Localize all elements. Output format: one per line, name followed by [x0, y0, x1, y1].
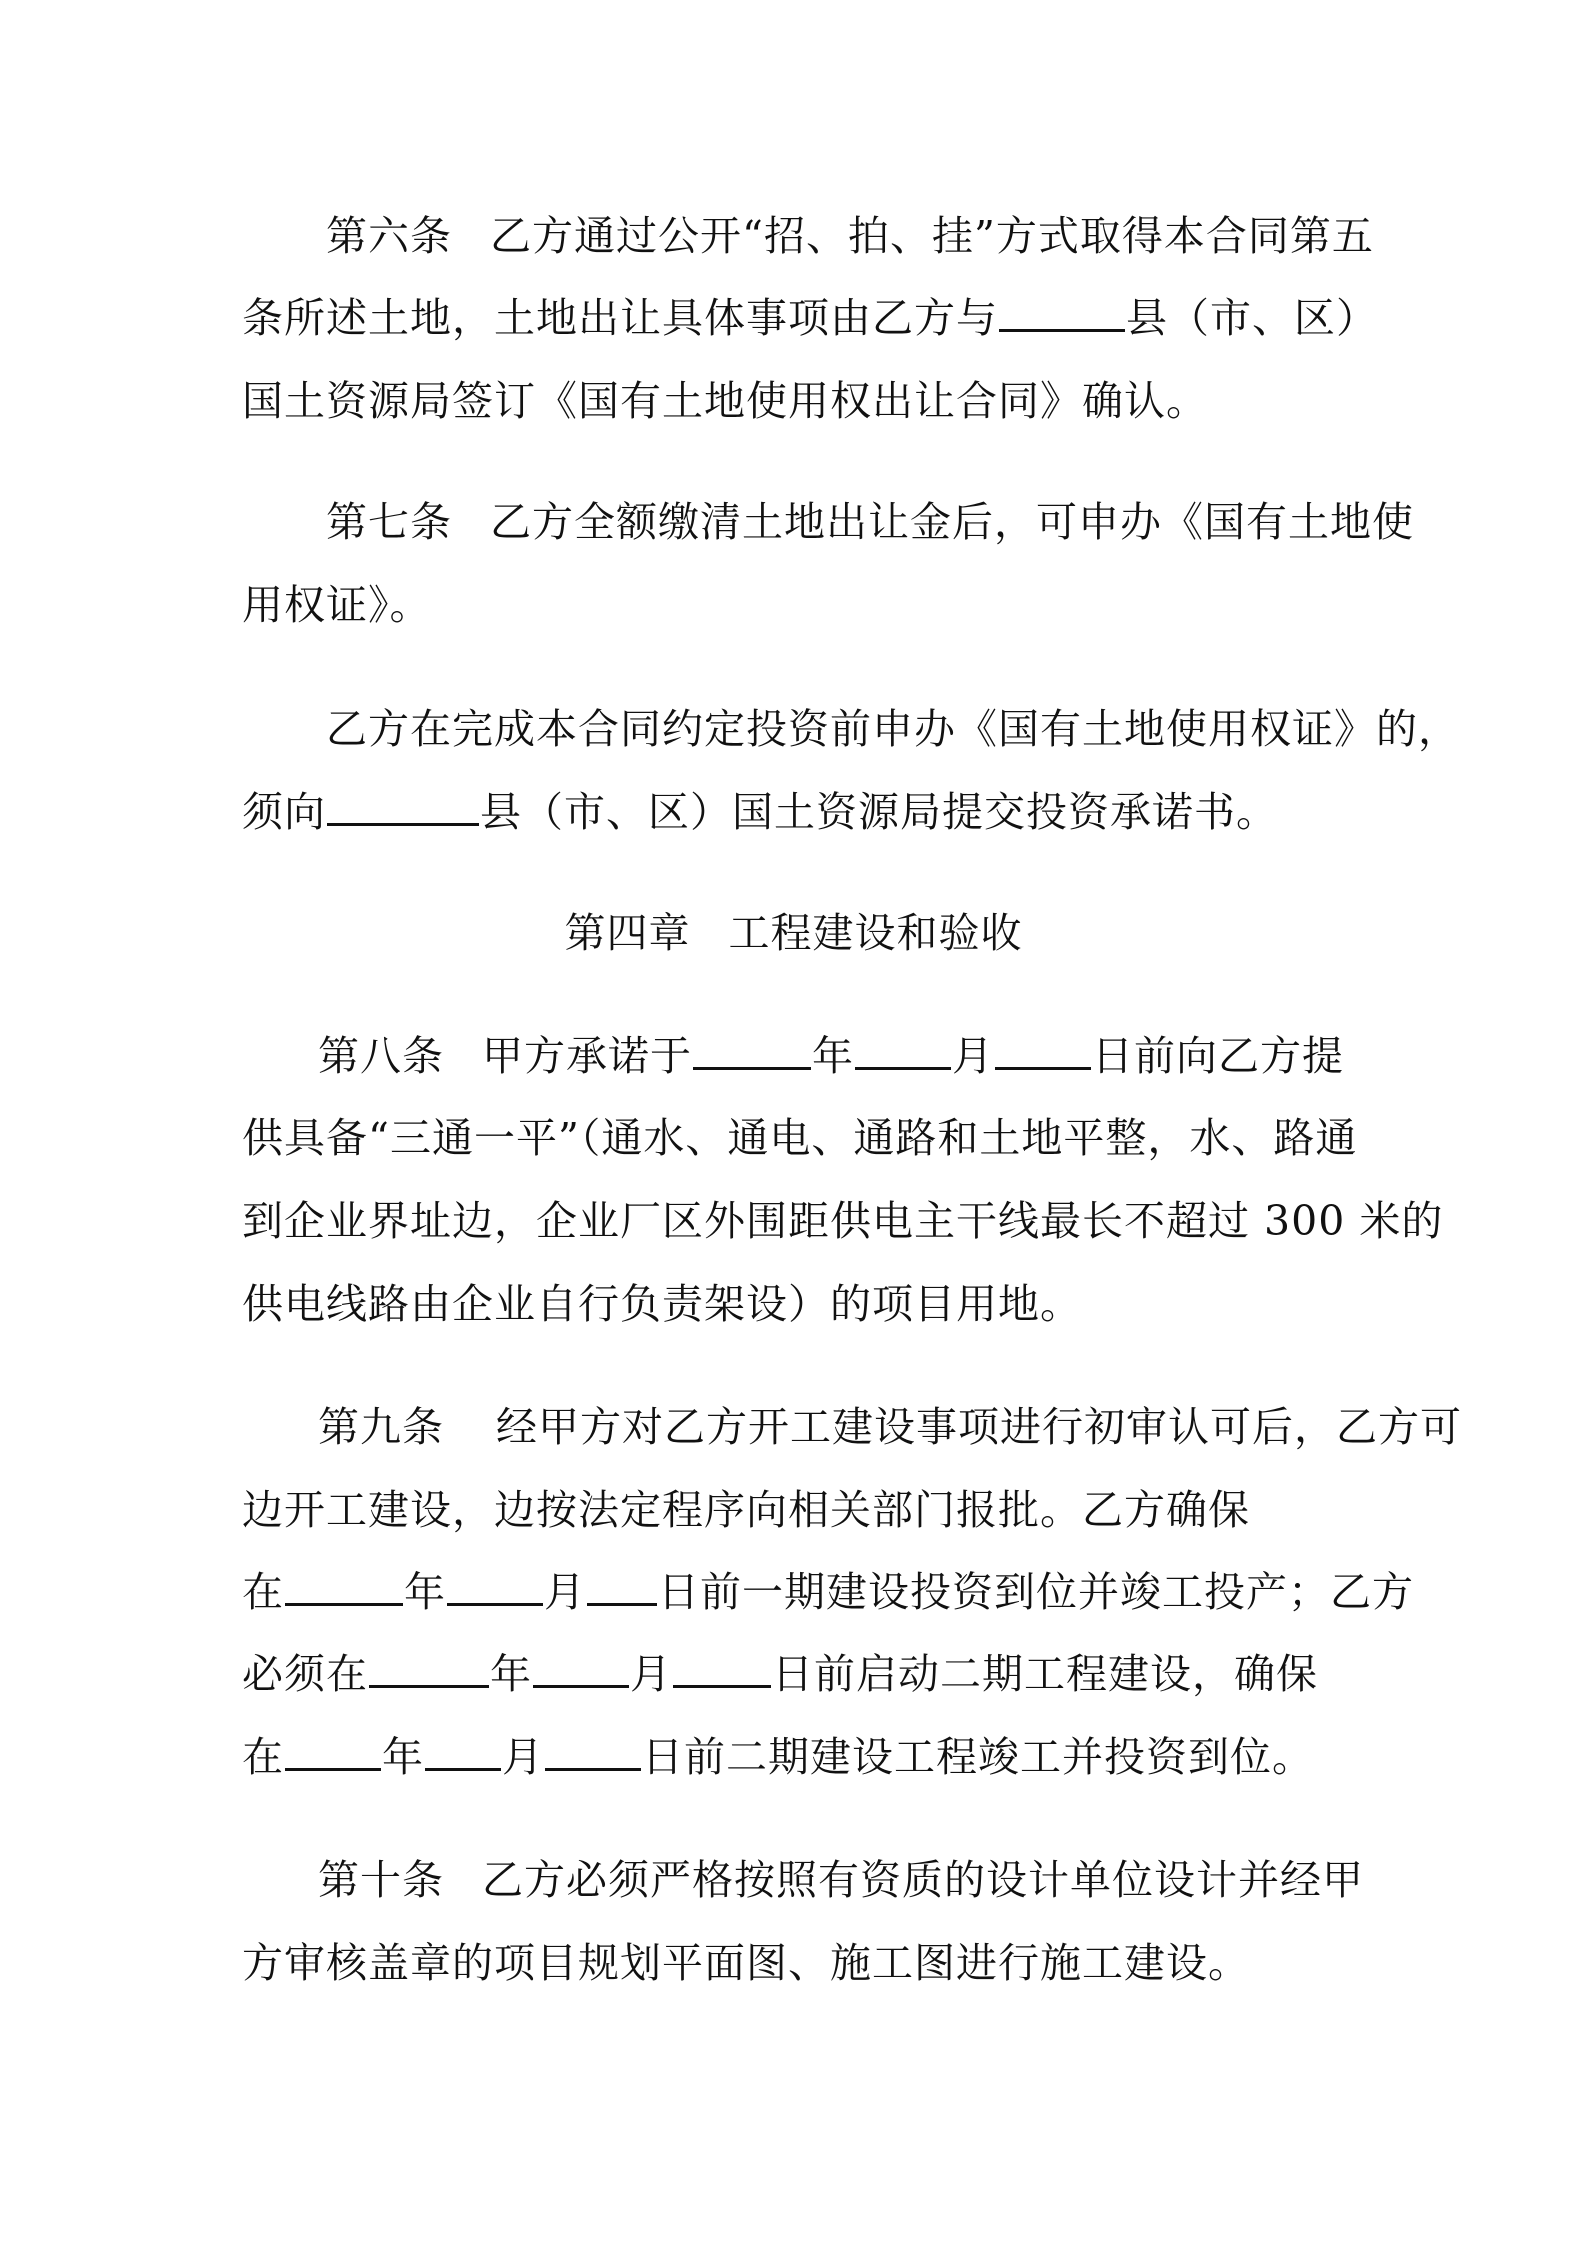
article-8-line-2 — [242, 1112, 1357, 1164]
month-blank[interactable] — [533, 1651, 629, 1688]
county-blank[interactable] — [327, 789, 479, 826]
article-7-para-2-text-2b: 县（市、区）国土资源局提交投资承诺书。 — [480, 788, 1278, 836]
article-7-line-1 — [326, 496, 1414, 548]
article-6-line-1 — [326, 210, 1374, 262]
article-8-text-1d: 日前向乙方提 — [1092, 1032, 1344, 1080]
article-9-text-5b: 年 — [382, 1733, 424, 1781]
year-blank[interactable] — [285, 1734, 381, 1771]
article-9-text-1: 经甲方对乙方开工建设事项进行初审认可后，乙方可 — [496, 1403, 1462, 1451]
article-9-text-5c: 月 — [502, 1733, 544, 1781]
article-10-text-2: 方审核盖章的项目规划平面图、施工图进行施工建设。 — [242, 1939, 1250, 1987]
article-6-text-1: 乙方通过公开“招、拍、挂”方式取得本合同第五 — [490, 212, 1374, 260]
day-blank[interactable] — [995, 1033, 1091, 1070]
chapter-4-name: 工程建设和验收 — [728, 909, 1023, 957]
article-9-text-4b: 年 — [490, 1650, 532, 1698]
article-7-text-2: 用权证》。 — [242, 581, 432, 629]
month-blank[interactable] — [425, 1734, 501, 1771]
article-9-text-5d: 日前二期建设工程竣工并投资到位。 — [642, 1733, 1314, 1781]
article-9-line-3 — [242, 1566, 1414, 1618]
article-8-line-1 — [318, 1030, 1344, 1082]
article-7-title: 第七条 — [326, 498, 452, 546]
article-9-text-3d: 日前一期建设投资到位并竣工投产；乙方 — [658, 1568, 1414, 1616]
article-7-para-2-text-2a: 须向 — [242, 788, 326, 836]
article-7-para-2-text-1: 乙方在完成本合同约定投资前申办《国有土地使用权证》的， — [326, 705, 1460, 753]
chapter-4-title: 第四章 — [564, 909, 691, 957]
article-9-text-4c: 月 — [630, 1650, 672, 1698]
county-blank[interactable] — [999, 295, 1125, 332]
year-blank[interactable] — [285, 1569, 403, 1606]
article-9-text-3c: 月 — [544, 1568, 586, 1616]
article-9-line-1 — [318, 1401, 1462, 1453]
day-blank[interactable] — [545, 1734, 641, 1771]
article-7-para-2-line-2 — [242, 786, 1278, 838]
article-6-line-2 — [242, 292, 1378, 344]
article-9-title: 第九条 — [318, 1403, 444, 1451]
article-6-line-3 — [242, 375, 1208, 427]
article-6-text-2b: 县（市、区） — [1126, 294, 1378, 342]
article-9-text-5a: 在 — [242, 1733, 284, 1781]
article-10-line-2 — [242, 1937, 1250, 1989]
month-blank[interactable] — [447, 1569, 543, 1606]
article-8-text-2: 供具备“三通一平”（通水、通电、通路和土地平整，水、路通 — [242, 1114, 1358, 1162]
article-9-text-2: 边开工建设，边按法定程序向相关部门报批。乙方确保 — [242, 1486, 1250, 1534]
article-7-text-1: 乙方全额缴清土地出让金后，可申办《国有土地使 — [490, 498, 1414, 546]
article-9-text-3a: 在 — [242, 1568, 284, 1616]
article-9-text-4d: 日前启动二期工程建设，确保 — [772, 1650, 1318, 1698]
article-9-line-4 — [242, 1648, 1318, 1700]
article-8-title: 第八条 — [318, 1032, 444, 1080]
article-6-text-3: 国土资源局签订《国有土地使用权出让合同》确认。 — [242, 377, 1208, 425]
article-9-line-2 — [242, 1484, 1250, 1536]
year-blank[interactable] — [369, 1651, 489, 1688]
article-8-line-3 — [242, 1195, 1443, 1247]
article-6-text-2a: 条所述土地，土地出让具体事项由乙方与 — [242, 294, 998, 342]
article-9-text-4a: 必须在 — [242, 1650, 368, 1698]
article-8-text-3: 到企业界址边，企业厂区外围距供电主干线最长不超过 300 米的 — [242, 1197, 1444, 1245]
article-8-text-4: 供电线路由企业自行负责架设）的项目用地。 — [242, 1280, 1082, 1328]
article-10-line-1 — [318, 1854, 1364, 1906]
article-9-line-5 — [242, 1731, 1314, 1783]
article-8-text-1a: 甲方承诺于 — [482, 1032, 692, 1080]
article-7-line-2 — [242, 579, 432, 631]
day-blank[interactable] — [587, 1569, 657, 1606]
article-9-text-3b: 年 — [404, 1568, 446, 1616]
year-blank[interactable] — [693, 1033, 811, 1070]
chapter-4-heading — [0, 907, 1587, 959]
article-10-text-1: 乙方必须严格按照有资质的设计单位设计并经甲 — [482, 1856, 1364, 1904]
article-8-text-1c: 月 — [952, 1032, 994, 1080]
article-8-text-1b: 年 — [812, 1032, 854, 1080]
article-6-title: 第六条 — [326, 212, 452, 260]
article-10-title: 第十条 — [318, 1856, 444, 1904]
article-8-line-4 — [242, 1278, 1082, 1330]
article-7-para-2-line-1 — [326, 703, 1460, 755]
day-blank[interactable] — [673, 1651, 771, 1688]
month-blank[interactable] — [855, 1033, 951, 1070]
